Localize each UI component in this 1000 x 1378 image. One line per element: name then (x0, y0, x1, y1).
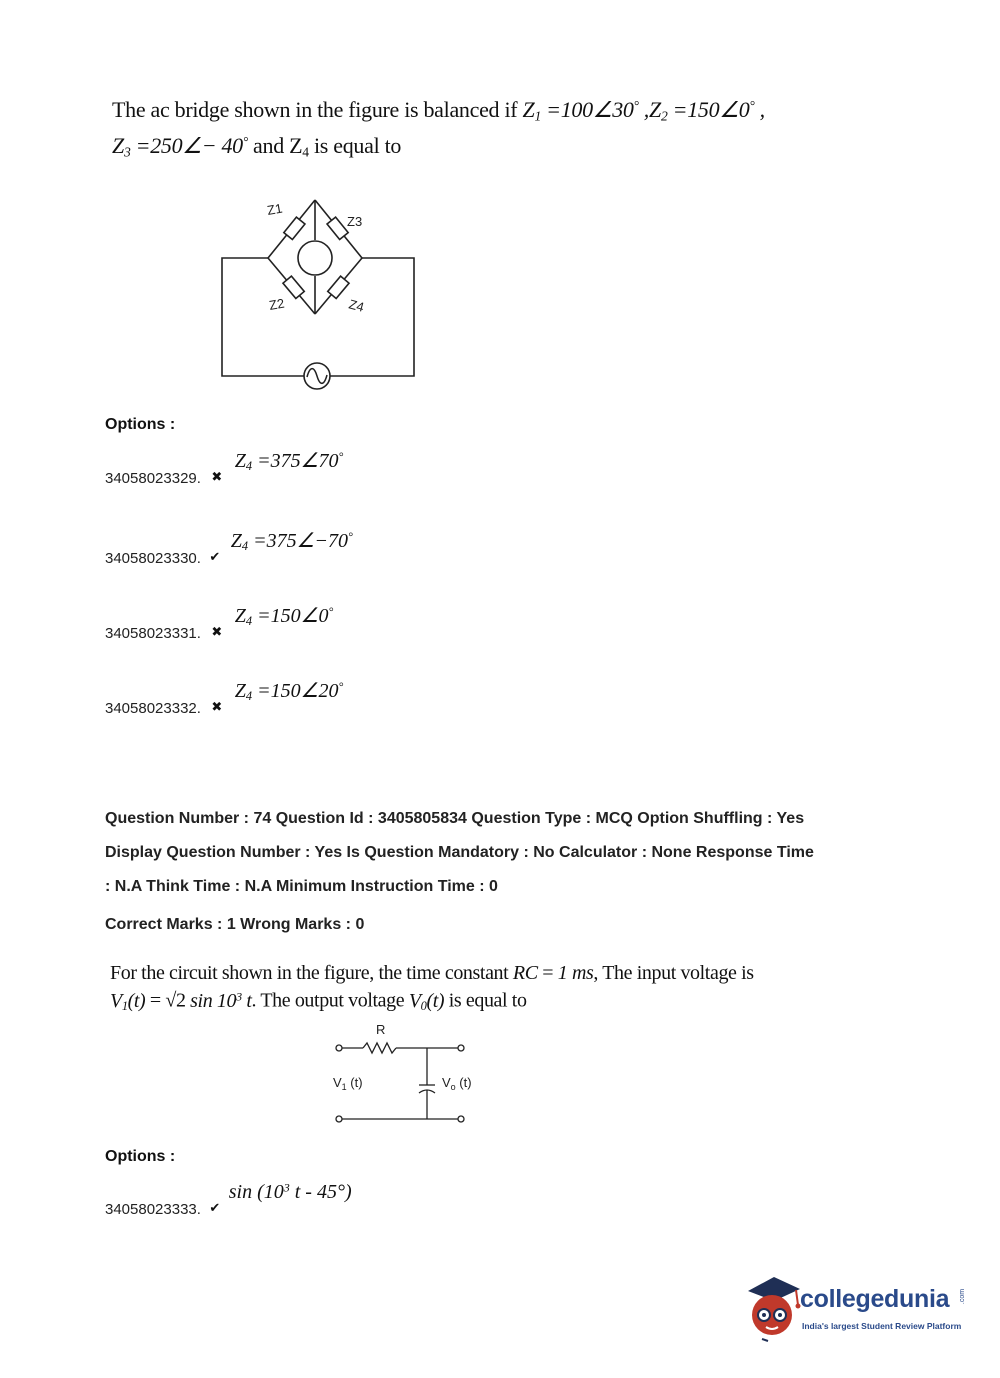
q2-option-1: 34058023333. $_✔$ $\sin (10^3$ t - 45°) (105, 1180, 352, 1218)
student-mascot-icon (742, 1275, 804, 1345)
q1-option-3: 34058023331. $_✖$ $Z_4$ =150∠0° (105, 604, 334, 642)
detector-icon (298, 241, 332, 275)
v1-label: $V_1$ (t) (333, 1075, 363, 1092)
q2-options-label: Options : (105, 1148, 176, 1165)
q1-option-1: 34058023329. $_✖$ $Z_4$ =375∠70° (105, 449, 344, 487)
q1-options-label: Options : (105, 416, 176, 433)
cross-icon: ✖ (211, 699, 223, 714)
label-z2: Z2 (267, 295, 286, 313)
brand-tagline: India's largest Student Review Platform (802, 1321, 962, 1331)
q2-marks: Correct Marks : 1 Wrong Marks : 0 (105, 916, 365, 933)
cross-icon: ✖ (211, 469, 223, 484)
q2-line-1: For the circuit shown in the figure, the time constant RC = 1 ms, The input voltage is (110, 962, 754, 984)
check-icon: ✔ (209, 1199, 221, 1215)
label-z4: Z4 (347, 296, 366, 315)
brand-name: collegedunia (800, 1285, 950, 1313)
resistor-icon (363, 1043, 396, 1053)
q2-line-2: $V_1(t) = √2$ $\sin 10^3$ t. The output voltage $V_0(t)$ is equal to (110, 989, 527, 1013)
q1-option-2: 34058023330. $_✔$ $Z_4$ =375∠−70° (105, 529, 353, 567)
q2-meta-line-1: Question Number : 74 Question Id : 3405805834 Question Type : MCQ Option Shuffling : Yes (105, 810, 805, 827)
cross-icon: ✖ (211, 624, 223, 639)
brand-dotcom: .com (959, 1288, 967, 1305)
check-icon: ✔ (209, 549, 221, 564)
q1-option-4: 34058023332. $_✖$ $Z_4$ =150∠20° (105, 679, 344, 717)
ac-bridge-figure (210, 190, 430, 405)
q1-line-2: $Z_3$ =250∠− 40° and $Z_4$ is equal to (112, 133, 402, 160)
rc-circuit-figure (325, 1018, 485, 1130)
q2-meta-line-3: : N.A Think Time : N.A Minimum Instruction Time : 0 (105, 878, 498, 895)
q1-line-1: The ac bridge shown in the figure is balanced if $Z_1$ =100∠30° $,Z_2$ =150∠0° , (112, 97, 765, 124)
q2-meta-line-2: Display Question Number : Yes Is Question Mandatory : No Calculator : None Response Time (105, 844, 814, 861)
resistor-label: R (376, 1022, 386, 1037)
label-z3: Z3 (347, 214, 363, 229)
vo-label: $V_o$ (t) (442, 1075, 472, 1092)
brand-logo[interactable] (742, 1275, 972, 1350)
label-z1: Z1 (265, 200, 284, 218)
